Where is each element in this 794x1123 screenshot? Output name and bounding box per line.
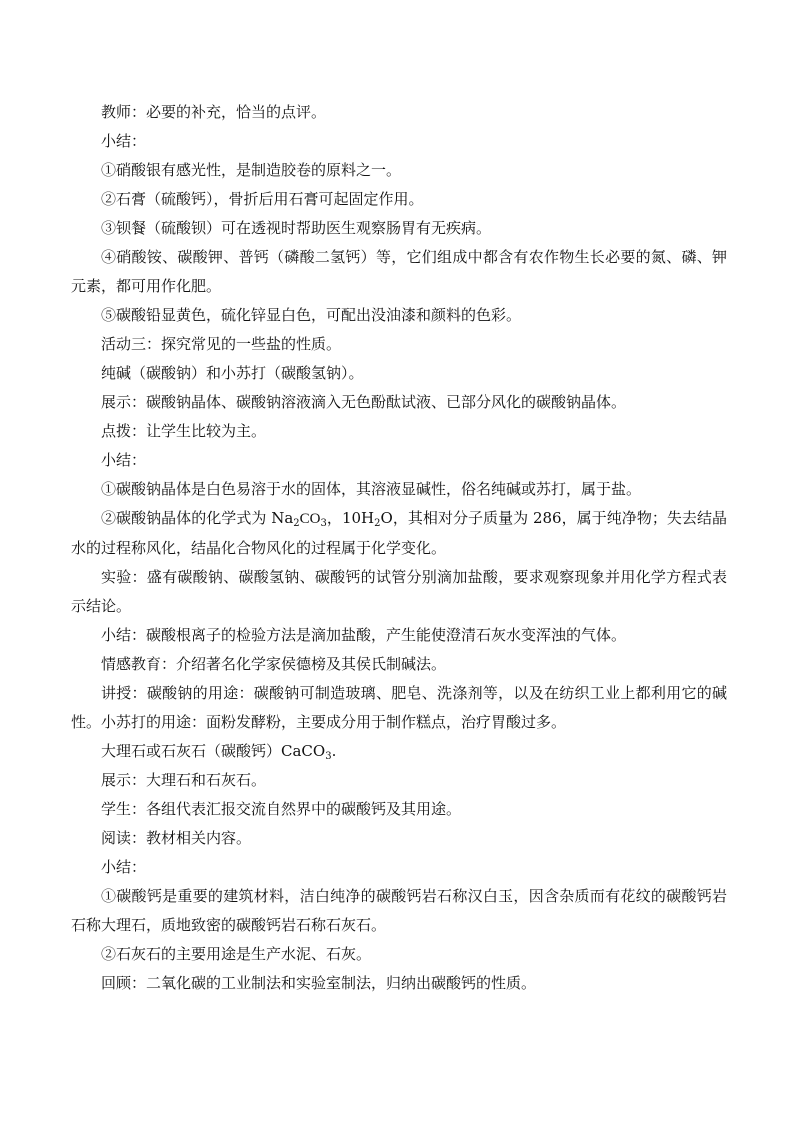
paragraph: ①碳酸钙是重要的建筑材料，洁白纯净的碳酸钙岩石称汉白玉，因含杂质而有花纹的碳酸钙岩石称大理石，质地致密的碳酸钙岩石称石灰石。 <box>71 887 727 934</box>
paragraph: ②石膏（硫酸钙），骨折后用石膏可起固定作用。 <box>101 190 424 208</box>
formula-text-before: ②碳酸钠晶体的化学式为 Na <box>101 509 294 527</box>
paragraph: 实验：盛有碳酸钠、碳酸氢钠、碳酸钙的试管分别滴加盐酸，要求观察现象并用化学方程式表示结论。 <box>71 568 727 615</box>
paragraph: 小结： <box>101 451 147 469</box>
caco3-text: 大理石或石灰石（碳酸钙）CaCO <box>101 742 326 760</box>
formula-text-after: ，10H <box>326 509 375 527</box>
paragraph: ①硝酸银有感光性，是制造胶卷的原料之一。 <box>101 161 402 179</box>
formula-subscript: 3 <box>325 751 332 762</box>
caco3-paragraph <box>71 737 727 766</box>
formula-subscript: 3 <box>320 518 327 529</box>
paragraph: ④硝酸铵、碳酸钾、普钙（磷酸二氢钙）等，它们组成中都含有农作物生长必要的氮、磷、钾元素，都可用作化肥。 <box>71 248 727 295</box>
paragraph: 小结：碳酸根离子的检验方法是滴加盐酸，产生能使澄清石灰水变浑浊的气体。 <box>101 626 627 644</box>
paragraph: 讲授：碳酸钠的用途：碳酸钠可制造玻璃、肥皂、洗涤剂等，以及在纺织工业上都利用它的碱性。小苏打的用途：面粉发酵粉，主要成分用于制作糕点，治疗胃酸过多。 <box>71 684 727 731</box>
paragraph: ⑤碳酸铅显黄色，硫化锌显白色，可配出没油漆和颜料的色彩。 <box>101 306 522 324</box>
paragraph: ①碳酸钠晶体是白色易溶于水的固体，其溶液显碱性，俗名纯碱或苏打，属于盐。 <box>101 480 642 498</box>
document-body <box>71 98 727 998</box>
paragraph: 展示：碳酸钠晶体、碳酸钠溶液滴入无色酚酞试液、已部分风化的碳酸钠晶体。 <box>101 393 627 411</box>
formula-paragraph <box>71 504 727 563</box>
paragraph: 展示：大理石和石灰石。 <box>101 771 267 789</box>
paragraph: 点拨：让学生比较为主。 <box>101 422 267 440</box>
caco3-end: . <box>331 742 337 760</box>
paragraph: 教师：必要的补充，恰当的点评。 <box>101 103 327 121</box>
formula-text-tail: O，其相对分子质量为 286，属于纯净物；失去结晶水的过程称风化，结晶化合物风化的过程属于化学变化。 <box>71 509 728 557</box>
formula-text-mid: CO <box>299 511 321 527</box>
paragraph: 小结： <box>101 858 147 876</box>
formula-subscript: 2 <box>293 518 300 529</box>
paragraph: 活动三：探究常见的一些盐的性质。 <box>101 335 342 353</box>
paragraph: 阅读：教材相关内容。 <box>101 829 252 847</box>
formula-subscript: 2 <box>374 518 381 529</box>
paragraph: ③钡餐（硫酸钡）可在透视时帮助医生观察肠胃有无疾病。 <box>101 219 492 237</box>
paragraph: 纯碱（碳酸钠）和小苏打（碳酸氢钠）。 <box>101 364 364 382</box>
paragraph: 情感教育：介绍著名化学家侯德榜及其侯氏制碱法。 <box>101 655 447 673</box>
paragraph: 小结： <box>101 132 147 150</box>
paragraph: 回顾：二氧化碳的工业制法和实验室制法，归纳出碳酸钙的性质。 <box>101 974 537 992</box>
paragraph: ②石灰石的主要用途是生产水泥、石灰。 <box>101 945 372 963</box>
paragraph: 学生：各组代表汇报交流自然界中的碳酸钙及其用途。 <box>101 800 462 818</box>
